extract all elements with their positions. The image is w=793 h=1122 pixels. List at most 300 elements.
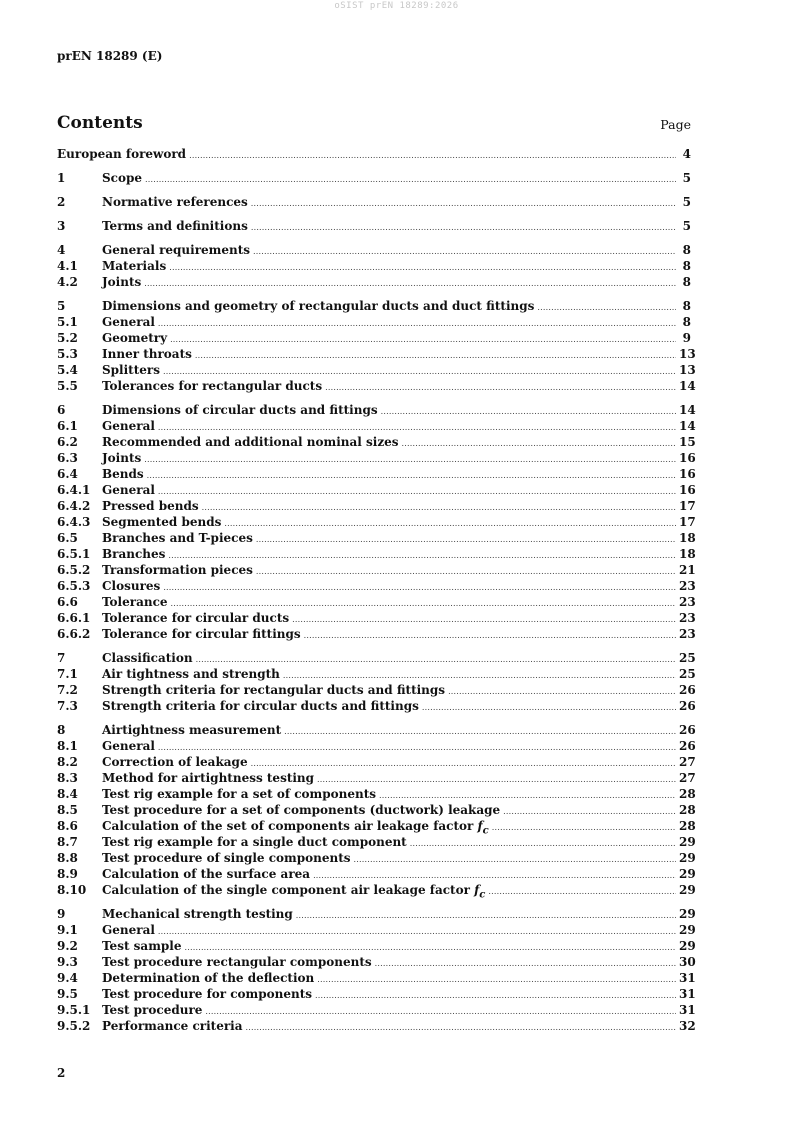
toc-entry-page: 15 — [679, 435, 696, 449]
toc-dot-leader — [256, 564, 676, 580]
toc-entry-title-text: General — [102, 315, 155, 329]
toc-entry-number: 6.4.3 — [57, 515, 91, 529]
toc-dot-leader — [315, 988, 676, 1004]
toc-entry-title-text: Calculation of the single component air leakage factor — [102, 883, 470, 897]
toc-entry-page: 29 — [679, 835, 696, 849]
toc-dot-leader — [245, 1020, 676, 1036]
toc-entry-number: 9.5.1 — [57, 1003, 91, 1017]
toc-entry[interactable] — [57, 530, 696, 546]
toc-entry-number: 4.2 — [57, 275, 78, 289]
toc-entry-title — [102, 274, 144, 290]
toc-entry-number: 6.5.1 — [57, 547, 91, 561]
toc-entry-page: 28 — [679, 819, 696, 833]
toc-entry[interactable] — [57, 402, 696, 418]
toc-dot-leader — [205, 1004, 676, 1020]
toc-entry-page: 31 — [679, 987, 696, 1001]
math-subscript: c — [482, 825, 489, 837]
toc-entry[interactable] — [57, 650, 696, 666]
toc-entry-page: 4 — [682, 147, 691, 161]
toc-entry-title-text: General — [102, 923, 155, 937]
toc-entry-page: 13 — [679, 363, 696, 377]
toc-dot-leader — [224, 516, 676, 532]
toc-entry-number: 8.4 — [57, 787, 78, 801]
toc-dot-leader — [195, 348, 676, 364]
toc-entry-title — [102, 922, 158, 938]
toc-entry-page: 18 — [679, 547, 696, 561]
toc-entry[interactable] — [57, 922, 696, 938]
toc-entry-title-text: Calculation of the set of components air leakage factor — [102, 819, 474, 833]
toc-entry-page: 5 — [682, 171, 691, 185]
toc-entry-page: 26 — [679, 723, 696, 737]
toc-entry-number: 5 — [57, 299, 66, 313]
toc-entry[interactable] — [57, 498, 696, 514]
toc-entry-page: 18 — [679, 531, 696, 545]
toc-dot-leader — [158, 924, 676, 940]
toc-entry-number: 7 — [57, 651, 66, 665]
toc-entry-title — [102, 938, 184, 954]
toc-entry-page: 13 — [679, 347, 696, 361]
toc-entry-title — [102, 626, 304, 642]
toc-entry[interactable] — [57, 866, 696, 882]
toc-entry-number: 6.2 — [57, 435, 78, 449]
toc-entry-title — [102, 786, 379, 802]
toc-entry-title — [102, 450, 144, 466]
toc-entry-number: 9.5 — [57, 987, 78, 1001]
toc-entry-number: 6.6 — [57, 595, 78, 609]
toc-entry[interactable] — [57, 986, 696, 1002]
toc-entry-title-text: Strength criteria for rectangular ducts and fittings — [102, 683, 446, 697]
math-symbol: f — [474, 883, 480, 897]
toc-entry[interactable] — [57, 882, 696, 901]
toc-entry-number: 5.4 — [57, 363, 78, 377]
toc-entry-title — [102, 434, 402, 450]
toc-entry-title — [102, 834, 410, 850]
toc-entry-title — [102, 882, 488, 903]
toc-entry-title — [102, 498, 202, 514]
toc-entry[interactable] — [57, 626, 696, 642]
toc-entry[interactable] — [57, 194, 691, 210]
toc-entry-title-text: Airtightness measurement — [102, 723, 282, 737]
toc-entry-title — [102, 482, 158, 498]
toc-entry-title-text: Joints — [102, 275, 142, 289]
toc-entry-title-text: Inner throats — [102, 347, 192, 361]
toc-dot-leader — [292, 612, 676, 628]
toc-entry[interactable] — [57, 666, 696, 682]
toc-dot-leader — [251, 220, 676, 236]
toc-entry-title-text: Test rig example for a single duct component — [102, 835, 407, 849]
toc-entry-title — [102, 866, 313, 882]
toc-entry[interactable] — [57, 1018, 696, 1034]
toc-entry-title — [102, 170, 145, 186]
toc-entry-title-text: Recommended and additional nominal sizes — [102, 435, 399, 449]
toc-entry-title — [102, 530, 256, 546]
toc-entry-title — [102, 346, 195, 362]
toc-entry-number: 9.4 — [57, 971, 78, 985]
toc-entry-number: 6.4.2 — [57, 499, 91, 513]
toc-entry[interactable] — [57, 274, 691, 290]
toc-entry-page: 17 — [679, 515, 696, 529]
toc-entry-title-text: Method for airtightness testing — [102, 771, 315, 785]
toc-entry[interactable] — [57, 834, 696, 850]
toc-dot-leader — [144, 276, 676, 292]
toc-entry-title — [57, 146, 189, 162]
toc-entry-title — [102, 562, 256, 578]
toc-entry-page: 31 — [679, 1003, 696, 1017]
toc-entry[interactable] — [57, 466, 696, 482]
toc-dot-leader — [145, 172, 676, 188]
toc-entry-page: 31 — [679, 971, 696, 985]
toc-entry-title — [102, 298, 537, 314]
toc-entry-title-text: Branches and T-pieces — [102, 531, 253, 545]
toc-entry-title — [102, 970, 317, 986]
toc-entry-title-text: Test procedure for a set of components (ductwork) leakage — [102, 803, 501, 817]
toc-entry-title — [102, 770, 317, 786]
document-id: prEN 18289 (E) — [57, 49, 163, 63]
toc-entry-title-text: Correction of leakage — [102, 755, 248, 769]
toc-entry-title-text: Classification — [102, 651, 193, 665]
toc-entry-page: 23 — [679, 627, 696, 641]
toc-dot-leader — [422, 700, 676, 716]
toc-entry-title-text: Tolerance for circular fittings — [102, 627, 301, 641]
toc-entry-title-text: Dimensions of circular ducts and fittings — [102, 403, 378, 417]
toc-entry-number: 8.5 — [57, 803, 78, 817]
page-number: 2 — [57, 1066, 66, 1080]
toc-entry-page: 14 — [679, 419, 696, 433]
toc-entry-title — [102, 666, 283, 682]
toc-dot-leader — [304, 628, 676, 644]
toc-entry-title — [102, 578, 163, 594]
toc-entry-title-text: Geometry — [102, 331, 168, 345]
toc-entry[interactable] — [57, 682, 696, 698]
toc-entry-title — [102, 954, 375, 970]
toc-entry-page: 25 — [679, 651, 696, 665]
toc-entry-number: 9.5.2 — [57, 1019, 91, 1033]
toc-entry[interactable] — [57, 146, 691, 162]
toc-entry-title-text: Test procedure for components — [102, 987, 313, 1001]
toc-entry[interactable] — [57, 610, 696, 626]
toc-entry-number: 8 — [57, 723, 66, 737]
toc-entry-page: 25 — [679, 667, 696, 681]
toc-dot-leader — [325, 380, 676, 396]
toc-entry-title — [102, 402, 381, 418]
toc-entry-number: 6.3 — [57, 451, 78, 465]
toc-entry-title-text: Determination of the deflection — [102, 971, 315, 985]
toc-entry-number: 9.2 — [57, 939, 78, 953]
toc-entry-title-text: Segmented bends — [102, 515, 222, 529]
toc-dot-leader — [375, 956, 676, 972]
toc-entry-page: 23 — [679, 611, 696, 625]
toc-dot-leader — [296, 908, 676, 924]
toc-entry-title — [102, 194, 251, 210]
toc-entry-title-text: Performance criteria — [102, 1019, 243, 1033]
toc-entry[interactable] — [57, 802, 696, 818]
toc-entry-number: 6.4 — [57, 467, 78, 481]
toc-entry-page: 23 — [679, 595, 696, 609]
toc-entry-title-text: Branches — [102, 547, 166, 561]
toc-entry-page: 29 — [679, 939, 696, 953]
toc-entry[interactable] — [57, 242, 691, 258]
toc-dot-leader — [354, 852, 676, 868]
toc-dot-leader — [158, 316, 676, 332]
toc-entry-title-text: Strength criteria for circular ducts and fittings — [102, 699, 419, 713]
toc-entry[interactable] — [57, 1002, 696, 1018]
toc-entry[interactable] — [57, 330, 691, 346]
toc-entry-page: 32 — [679, 1019, 696, 1033]
toc-entry-page: 5 — [682, 219, 691, 233]
toc-dot-leader — [158, 484, 676, 500]
toc-dot-leader — [251, 196, 676, 212]
toc-entry-title — [102, 738, 158, 754]
toc-entry-title-text: Transformation pieces — [102, 563, 253, 577]
toc-entry-title — [102, 986, 315, 1002]
toc-entry-title — [102, 1018, 245, 1034]
toc-dot-leader — [488, 884, 676, 900]
toc-entry[interactable] — [57, 450, 696, 466]
toc-entry[interactable] — [57, 258, 691, 274]
toc-entry-number: 7.2 — [57, 683, 78, 697]
toc-entry-title — [102, 514, 224, 530]
toc-entry[interactable] — [57, 738, 696, 754]
toc-entry[interactable] — [57, 362, 696, 378]
toc-entry-number: 9 — [57, 907, 66, 921]
toc-entry-title-text: Air tightness and strength — [102, 667, 280, 681]
toc-entry-page: 16 — [679, 483, 696, 497]
toc-entry-page: 28 — [679, 787, 696, 801]
toc-entry-title-text: Terms and definitions — [102, 219, 248, 233]
toc-entry[interactable] — [57, 482, 696, 498]
toc-entry-title — [102, 682, 448, 698]
toc-entry-title-text: Joints — [102, 451, 142, 465]
toc-entry-title-text: General requirements — [102, 243, 251, 257]
toc-dot-leader — [189, 148, 676, 164]
toc-dot-leader — [256, 532, 676, 548]
math-subscript: c — [479, 889, 486, 901]
toc-dot-leader — [381, 404, 676, 420]
toc-entry-number: 8.7 — [57, 835, 78, 849]
toc-entry-page: 26 — [679, 699, 696, 713]
toc-entry[interactable] — [57, 578, 696, 594]
toc-entry-title-text: Tolerance for circular ducts — [102, 611, 290, 625]
toc-entry[interactable] — [57, 562, 696, 578]
toc-entry-title — [102, 218, 251, 234]
toc-entry[interactable] — [57, 754, 696, 770]
toc-dot-leader — [402, 436, 676, 452]
toc-entry-number: 8.9 — [57, 867, 78, 881]
toc-entry-title — [102, 722, 284, 738]
toc-dot-leader — [410, 836, 676, 852]
toc-entry[interactable] — [57, 906, 696, 922]
toc-entry-number: 9.3 — [57, 955, 78, 969]
toc-entry[interactable] — [57, 378, 696, 394]
toc-entry[interactable] — [57, 722, 696, 738]
toc-entry-title — [102, 546, 168, 562]
toc-entry-page: 14 — [679, 379, 696, 393]
toc-entry-number: 6.1 — [57, 419, 78, 433]
toc-entry-title — [102, 850, 354, 866]
toc-entry-number: 6.6.1 — [57, 611, 91, 625]
toc-entry-page: 8 — [682, 299, 691, 313]
toc-entry-title — [102, 242, 253, 258]
toc-entry-title-text: Test procedure — [102, 1003, 203, 1017]
toc-entry[interactable] — [57, 786, 696, 802]
toc-entry-page: 29 — [679, 907, 696, 921]
toc-entry-page: 17 — [679, 499, 696, 513]
toc-entry-title-text: General — [102, 739, 155, 753]
toc-entry-page: 23 — [679, 579, 696, 593]
toc-entry-title-text: Tolerance — [102, 595, 168, 609]
toc-entry-page: 30 — [679, 955, 696, 969]
toc-entry-title-text: General — [102, 483, 155, 497]
toc-entry-title-text: Test rig example for a set of components — [102, 787, 376, 801]
contents-header — [57, 113, 691, 137]
contents-title: Contents — [57, 113, 143, 133]
toc-dot-leader — [492, 820, 676, 836]
toc-entry-title — [102, 466, 147, 482]
toc-entry-number: 8.6 — [57, 819, 78, 833]
toc-entry-page: 26 — [679, 683, 696, 697]
toc-entry-title — [102, 418, 158, 434]
toc-entry-number: 6.4.1 — [57, 483, 91, 497]
toc-entry-number: 7.3 — [57, 699, 78, 713]
toc-entry-page: 27 — [679, 755, 696, 769]
toc-entry[interactable] — [57, 346, 696, 362]
toc-entry-title — [102, 802, 503, 818]
toc-entry-page: 21 — [679, 563, 696, 577]
toc-entry[interactable] — [57, 514, 696, 530]
toc-entry[interactable] — [57, 434, 696, 450]
table-of-contents — [57, 146, 696, 1034]
toc-entry-page: 5 — [682, 195, 691, 209]
toc-entry-number: 6 — [57, 403, 66, 417]
toc-entry[interactable] — [57, 954, 696, 970]
toc-entry-page: 29 — [679, 867, 696, 881]
toc-entry-title-text: Test procedure of single components — [102, 851, 351, 865]
toc-entry[interactable] — [57, 938, 696, 954]
toc-entry-title — [102, 378, 325, 394]
toc-entry[interactable] — [57, 170, 691, 186]
toc-entry-title-text: Pressed bends — [102, 499, 199, 513]
toc-dot-leader — [202, 500, 676, 516]
toc-entry-title — [102, 906, 296, 922]
toc-entry-title-text: Test procedure rectangular components — [102, 955, 372, 969]
toc-entry-title-text: Dimensions and geometry of rectangular ducts and duct fittings — [102, 299, 535, 313]
toc-entry-number: 8.2 — [57, 755, 78, 769]
toc-entry-title — [102, 594, 171, 610]
toc-entry-page: 16 — [679, 467, 696, 481]
toc-entry-page: 29 — [679, 923, 696, 937]
toc-entry-title-text: European foreword — [57, 147, 187, 161]
toc-entry-title — [102, 330, 170, 346]
toc-entry-page: 28 — [679, 803, 696, 817]
toc-entry-number: 7.1 — [57, 667, 78, 681]
toc-entry-number: 8.1 — [57, 739, 78, 753]
toc-entry[interactable] — [57, 818, 696, 837]
toc-entry[interactable] — [57, 850, 696, 866]
toc-dot-leader — [163, 580, 676, 596]
toc-entry-title-text: General — [102, 419, 155, 433]
toc-entry-number: 9.1 — [57, 923, 78, 937]
toc-dot-leader — [147, 468, 676, 484]
watermark: oSIST prEN 18289:2026 — [334, 1, 459, 11]
toc-dot-leader — [253, 244, 676, 260]
toc-entry-number: 2 — [57, 195, 66, 209]
page-column-label: Page — [660, 117, 691, 132]
toc-entry-page: 27 — [679, 771, 696, 785]
toc-entry-title-text: Test sample — [102, 939, 182, 953]
toc-entry[interactable] — [57, 698, 696, 714]
toc-entry-title-text: Scope — [102, 171, 143, 185]
toc-entry-number: 8.8 — [57, 851, 78, 865]
toc-entry-title-text: Splitters — [102, 363, 160, 377]
toc-entry-number: 4 — [57, 243, 66, 257]
toc-entry-title — [102, 610, 292, 626]
toc-entry-title — [102, 650, 196, 666]
toc-entry[interactable] — [57, 594, 696, 610]
toc-entry-number: 8.10 — [57, 883, 87, 897]
math-symbol: f — [477, 819, 483, 833]
toc-entry-page: 8 — [682, 259, 691, 273]
toc-entry-page: 9 — [682, 331, 691, 345]
toc-entry-number: 1 — [57, 171, 66, 185]
toc-entry-title — [102, 698, 422, 714]
toc-entry-number: 6.5.3 — [57, 579, 91, 593]
toc-dot-leader — [503, 804, 676, 820]
toc-entry-number: 8.3 — [57, 771, 78, 785]
toc-entry-number: 6.5.2 — [57, 563, 91, 577]
toc-entry-title — [102, 362, 163, 378]
toc-entry[interactable] — [57, 298, 691, 314]
toc-entry[interactable] — [57, 418, 696, 434]
toc-dot-leader — [448, 684, 676, 700]
toc-entry-number: 4.1 — [57, 259, 78, 273]
toc-entry[interactable] — [57, 314, 691, 330]
toc-entry-title-text: Calculation of the surface area — [102, 867, 311, 881]
toc-dot-leader — [144, 452, 676, 468]
toc-entry-title — [102, 1002, 205, 1018]
toc-entry-page: 29 — [679, 883, 696, 897]
toc-entry-page: 16 — [679, 451, 696, 465]
toc-entry-title-text: Closures — [102, 579, 161, 593]
toc-dot-leader — [169, 260, 676, 276]
toc-entry-page: 29 — [679, 851, 696, 865]
toc-entry[interactable] — [57, 770, 696, 786]
toc-entry-title — [102, 258, 169, 274]
toc-entry-page: 14 — [679, 403, 696, 417]
toc-entry-title-text: Mechanical strength testing — [102, 907, 293, 921]
toc-entry-number: 5.5 — [57, 379, 78, 393]
toc-entry-title-text: Materials — [102, 259, 167, 273]
toc-entry-number: 5.1 — [57, 315, 78, 329]
toc-entry-page: 8 — [682, 275, 691, 289]
toc-entry[interactable] — [57, 546, 696, 562]
toc-entry-number: 6.5 — [57, 531, 78, 545]
toc-entry-title-text: Tolerances for rectangular ducts — [102, 379, 323, 393]
toc-entry[interactable] — [57, 970, 696, 986]
toc-dot-leader — [170, 332, 676, 348]
toc-dot-leader — [317, 972, 676, 988]
toc-entry-number: 3 — [57, 219, 66, 233]
toc-dot-leader — [284, 724, 676, 740]
toc-entry-title — [102, 754, 251, 770]
toc-entry-number: 5.3 — [57, 347, 78, 361]
toc-dot-leader — [537, 300, 676, 316]
toc-entry-number: 5.2 — [57, 331, 78, 345]
toc-entry-page: 8 — [682, 243, 691, 257]
toc-entry-page: 26 — [679, 739, 696, 753]
toc-entry-page: 8 — [682, 315, 691, 329]
toc-entry[interactable] — [57, 218, 691, 234]
toc-entry-number: 6.6.2 — [57, 627, 91, 641]
